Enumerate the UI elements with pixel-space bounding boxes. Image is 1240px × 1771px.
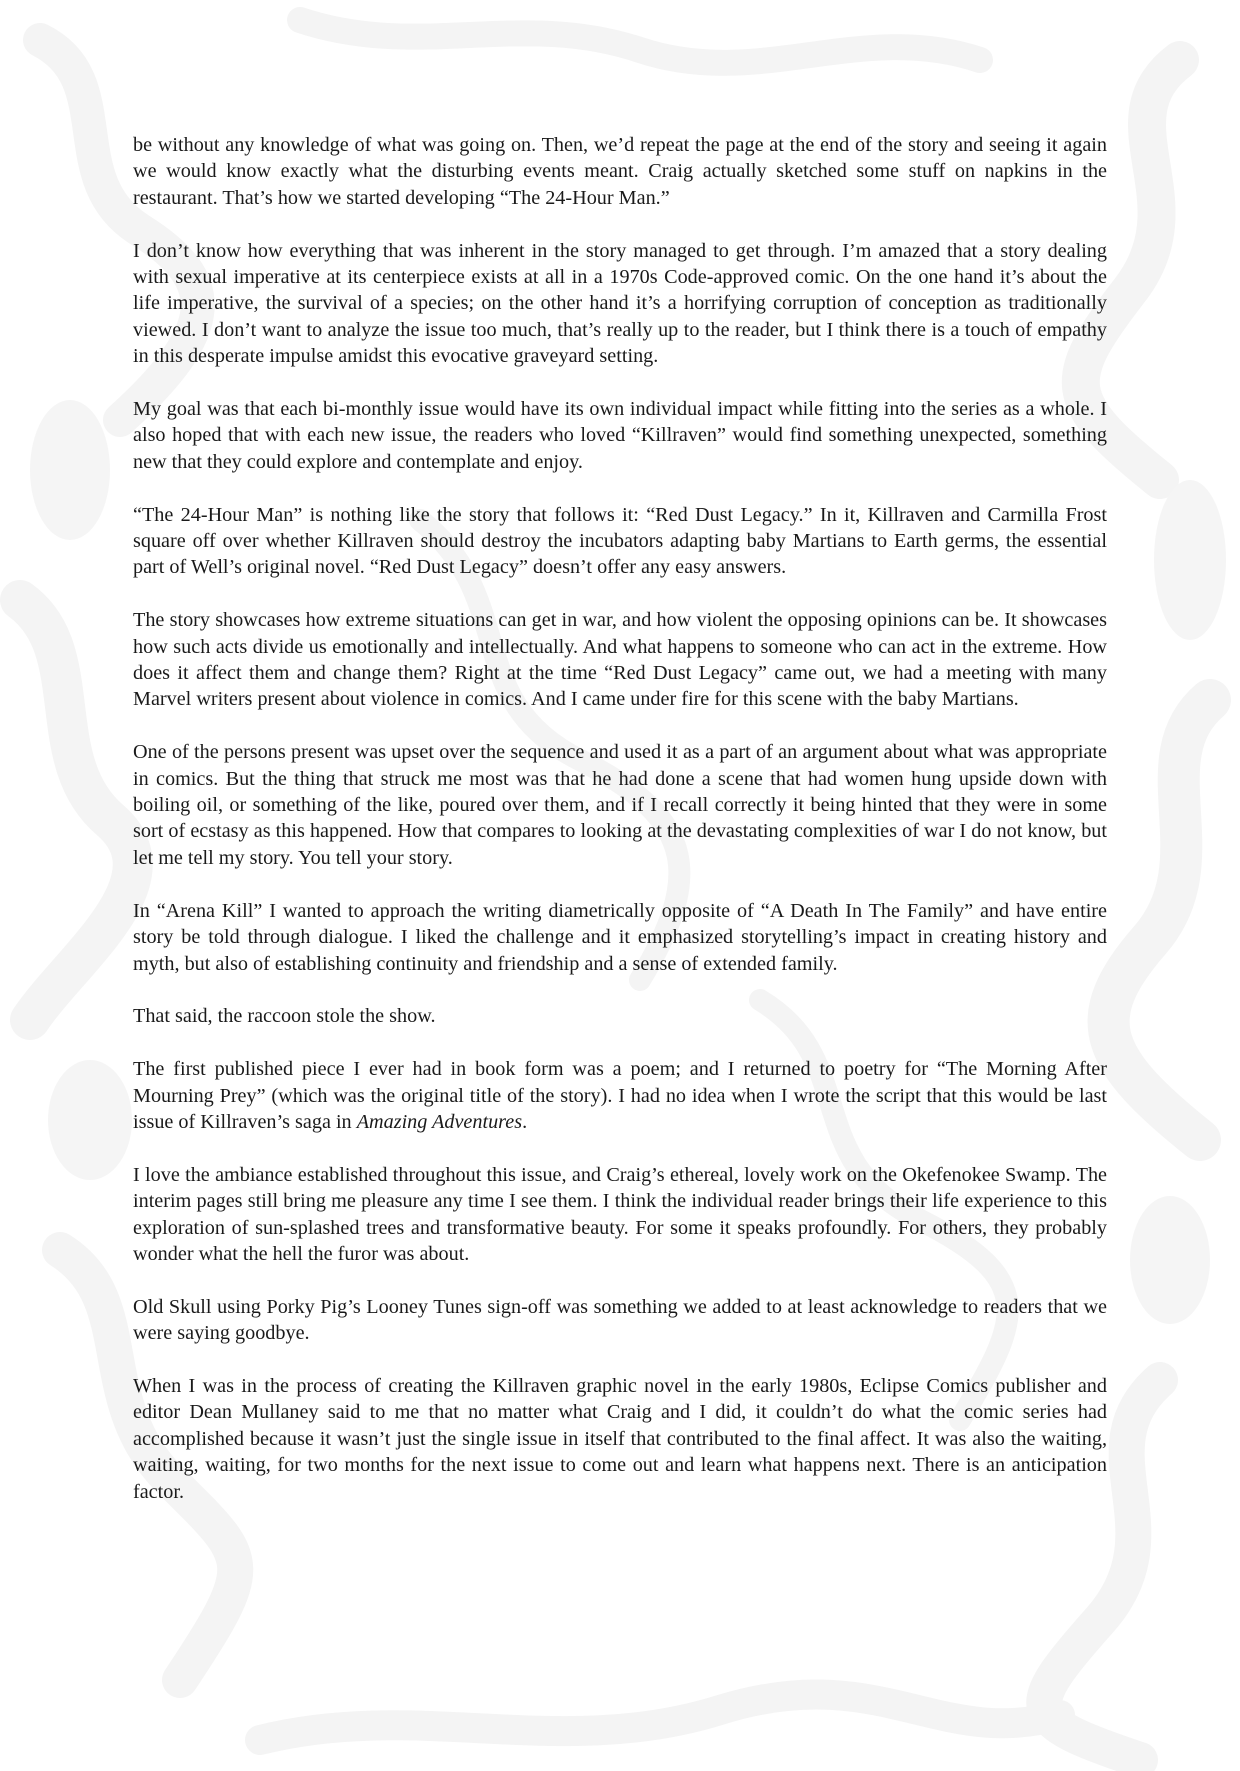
paragraph-8: That said, the raccoon stole the show. <box>133 1005 436 1028</box>
paragraph-9 <box>133 1056 1107 1135</box>
paragraph-3: My goal was that each bi-monthly issue would have its own individual impact while fitting into the series as a whole. I also hoped that with each new issue, the readers who loved “Killraven” would find something unexpected, something new that they could explore and contemplate and enjoy. <box>133 398 1107 473</box>
paragraph-2: I don’t know how everything that was inherent in the story managed to get through. I’m amazed that a story dealing with sexual imperative at its centerpiece exists at all in a 1970s Code-approved comic. On the one hand it’s about the life imperative, the survival of a species; on the other hand it’s a horrifying corruption of conception as traditionally viewed. I don’t want to analyze the issue too much, that’s really up to the reader, but I think there is a touch of empathy in this desperate impulse amidst this evocative graveyard setting. <box>133 239 1107 368</box>
paragraph-9-end: . <box>522 1110 528 1133</box>
paragraph-12: When I was in the process of creating the Killraven graphic novel in the early 1980s, Eclipse Comics publisher and editor Dean Mullaney said to me that no matter what Craig and I did, it couldn’t do what the comic series had accomplished because it wasn’t just the single issue in itself that contributed to the final affect. It was also the waiting, waiting, waiting, for two months for the next issue to come out and learn what happens next. There is an anticipation factor. <box>133 1374 1107 1503</box>
paragraph-9-text: The first published piece I ever had in book form was a poem; and I returned to poetry for “The Morning After Mourning Prey” (which was the original title of the story). I had no idea when I wrote the script that this would be last issue of Killraven’s saga in <box>133 1058 1107 1133</box>
publication-title: Amazing Adventures <box>356 1110 523 1133</box>
paragraph-4: “The 24-Hour Man” is nothing like the story that follows it: “Red Dust Legacy.” In it, Killraven and Carmilla Frost square off over whether Killraven should destroy the incubators adapting baby Martians to Earth germs, the essential part of Well’s original novel. “Red Dust Legacy” doesn’t offer any easy answers. <box>133 503 1107 579</box>
paragraph-10: I love the ambiance established throughout this issue, and Craig’s ethereal, lovely work on the Okefenokee Swamp. The interim pages still bring me pleasure any time I see them. I think the individual reader brings their life experience to this exploration of sun-splashed trees and transformative beauty. For some it speaks profoundly. For others, they probably wonder what the hell the furor was about. <box>133 1163 1107 1265</box>
paragraph-7: In “Arena Kill” I wanted to approach the writing diametrically opposite of “A Death In The Family” and have entire story be told through dialogue. I liked the challenge and it emphasized storytelling’s impact in creating history and myth, but also of establishing continuity and friendship and a sense of extended family. <box>133 899 1107 975</box>
paragraph-5: The story showcases how extreme situations can get in war, and how violent the opposing opinions can be. It showcases how such acts divide us emotionally and intellectually. And what happens to someone who can act in the extreme. How does it affect them and change them? Right at the time “Red Dust Legacy” came out, we had a meeting with many Marvel writers present about violence in comics. And I came under fire for this scene with the baby Martians. <box>133 609 1107 711</box>
paragraph-6: One of the persons present was upset over the sequence and used it as a part of an argument about what was appropriate in comics. But the thing that struck me most was that he had done a scene that had women hung upside down with boiling oil, or something of the like, poured over them, and if I recall correctly it being hinted that they were in some sort of ecstasy as this happened. How that compares to looking at the devastating complexities of war I do not know, but let me tell my story. You tell your story. <box>133 741 1107 869</box>
article-body <box>133 132 1107 1505</box>
paragraph-1: be without any knowledge of what was going on. Then, we’d repeat the page at the end of the story and seeing it again we would know exactly what the disturbing events meant. Craig actually sketched some stuff on napkins in the restaurant. That’s how we started developing “The 24-Hour Man.” <box>133 134 1107 209</box>
paragraph-11: Old Skull using Porky Pig’s Looney Tunes sign-off was something we added to at least acknowledge to readers that we were saying goodbye. <box>133 1295 1107 1345</box>
